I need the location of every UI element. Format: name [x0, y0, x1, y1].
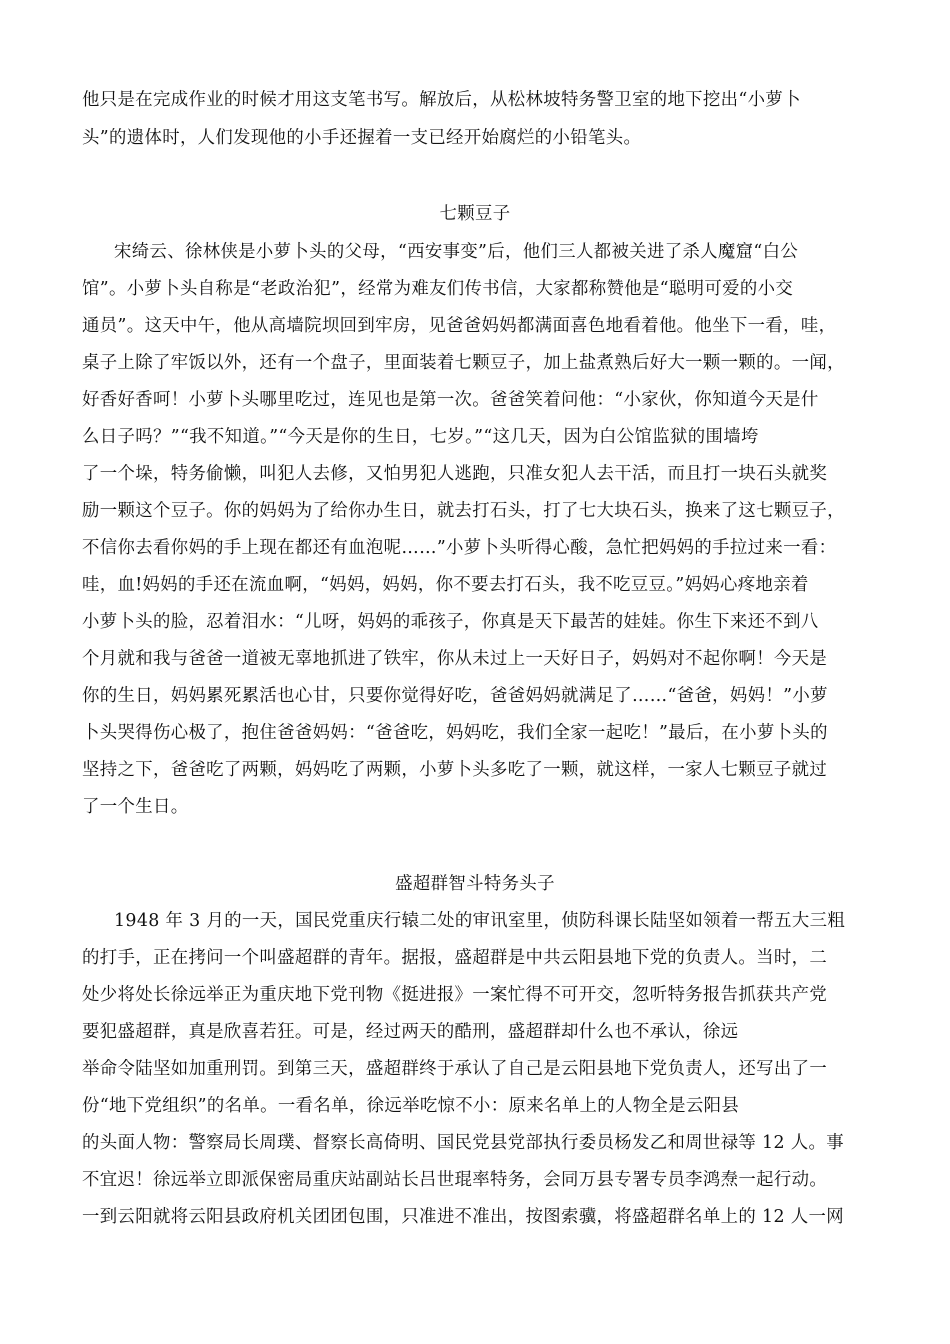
paragraph-line: 的打手，正在拷问一个叫盛超群的青年。据报，盛超群是中共云阳县地下党的负责人。当时，二 [82, 948, 828, 968]
paragraph-line: 个月就和我与爸爸一道被无辜地抓进了铁牢，你从未过上一天好日子，妈妈对不起你啊！今天是 [82, 649, 828, 669]
paragraph-line: 卜头哭得伤心极了，抱住爸爸妈妈：“爸爸吃，妈妈吃，我们全家一起吃！”最后，在小萝卜头的 [82, 723, 828, 743]
paragraph-line: 励一颗这个豆子。你的妈妈为了给你办生日，就去打石头，打了七大块石头，换来了这七颗豆子， [82, 501, 845, 521]
intro-line: 头”的遗体时，人们发现他的小手还握着一支已经开始腐烂的小铅笔头。 [82, 128, 642, 148]
paragraph-line: 了一个垛，特务偷懒，叫犯人去修，又怕男犯人逃跑，只准女犯人去干活，而且打一块石头就奖 [82, 464, 828, 484]
paragraph-line: 哇，血!妈妈的手还在流血啊，“妈妈，妈妈，你不要去打石头，我不吃豆豆。”妈妈心疼地亲着 [82, 575, 809, 595]
paragraph-line: 1948 年 3 月的一天，国民党重庆行辕二处的审讯室里，侦防科课长陆坚如领着一帮五大三粗 [114, 911, 846, 931]
paragraph-line: 处少将处长徐远举正为重庆地下党刊物《挺进报》一案忙得不可开交，忽听特务报告抓获共产党 [82, 985, 828, 1005]
paragraph-line: 通员”。这天中午，他从高墙院坝回到牢房，见爸爸妈妈都满面喜色地看着他。他坐下一看，哇， [82, 316, 837, 336]
paragraph-line: 的头面人物：警察局长周璞、督察长高倚明、国民党县党部执行委员杨发乙和周世禄等 12 人。事 [82, 1133, 844, 1153]
paragraph-line: 坚持之下，爸爸吃了两颗，妈妈吃了两颗，小萝卜头多吃了一颗，就这样，一家人七颗豆子就过 [82, 760, 828, 780]
intro-line: 他只是在完成作业的时候才用这支笔书写。解放后，从松林坡特务警卫室的地下挖出“小萝卜 [82, 90, 801, 110]
paragraph-line: 么日子吗？”“我不知道。”“今天是你的生日，七岁。”“这几天，因为白公馆监狱的围墙垮 [82, 427, 759, 447]
paragraph-line: 你的生日，妈妈累死累活也心甘，只要你觉得好吃，爸爸妈妈就满足了……“爸爸，妈妈！”小萝 [82, 686, 828, 706]
paragraph-line: 好香好香呵！小萝卜头哪里吃过，连见也是第一次。爸爸笑着问他：“小家伙，你知道今天是什 [82, 390, 819, 410]
paragraph-line: 要犯盛超群，真是欣喜若狂。可是，经过两天的酷刑，盛超群却什么也不承认，徐远 [82, 1022, 739, 1042]
paragraph-line: 馆”。小萝卜头自称是“老政治犯”，经常为难友们传书信，大家都称赞他是“聪明可爱的小交 [82, 279, 794, 299]
paragraph-line: 份“地下党组织”的名单。一看名单，徐远举吃惊不小：原来名单上的人物全是云阳县 [82, 1096, 740, 1116]
paragraph-line: 一到云阳就将云阳县政府机关团团包围，只准进不准出，按图索骥，将盛超群名单上的 12 人一网 [82, 1207, 844, 1227]
paragraph-line: 不宜迟！徐远举立即派保密局重庆站副站长吕世琨率特务，会同万县专署专员李鸿焘一起行动。 [82, 1170, 828, 1190]
section-title: 七颗豆子 [439, 204, 511, 224]
paragraph-line: 举命令陆坚如加重刑罚。到第三天，盛超群终于承认了自己是云阳县地下党负责人，还写出了一 [82, 1059, 828, 1079]
paragraph-line: 了一个生日。 [82, 797, 189, 817]
paragraph-line: 宋绮云、徐林侠是小萝卜头的父母，“西安事变”后，他们三人都被关进了杀人魔窟“白公 [114, 242, 799, 262]
paragraph-line: 不信你去看你妈的手上现在都还有血泡呢……”小萝卜头听得心酸，急忙把妈妈的手拉过来一看： [82, 538, 837, 558]
paragraph-line: 桌子上除了牢饭以外，还有一个盘子，里面装着七颗豆子，加上盐煮熟后好大一颗一颗的。一闻， [82, 353, 845, 373]
section-title: 盛超群智斗特务头子 [395, 874, 555, 894]
paragraph-line: 小萝卜头的脸，忍着泪水：“儿呀，妈妈的乖孩子，你真是天下最苦的娃娃。你生下来还不到八 [82, 612, 819, 632]
